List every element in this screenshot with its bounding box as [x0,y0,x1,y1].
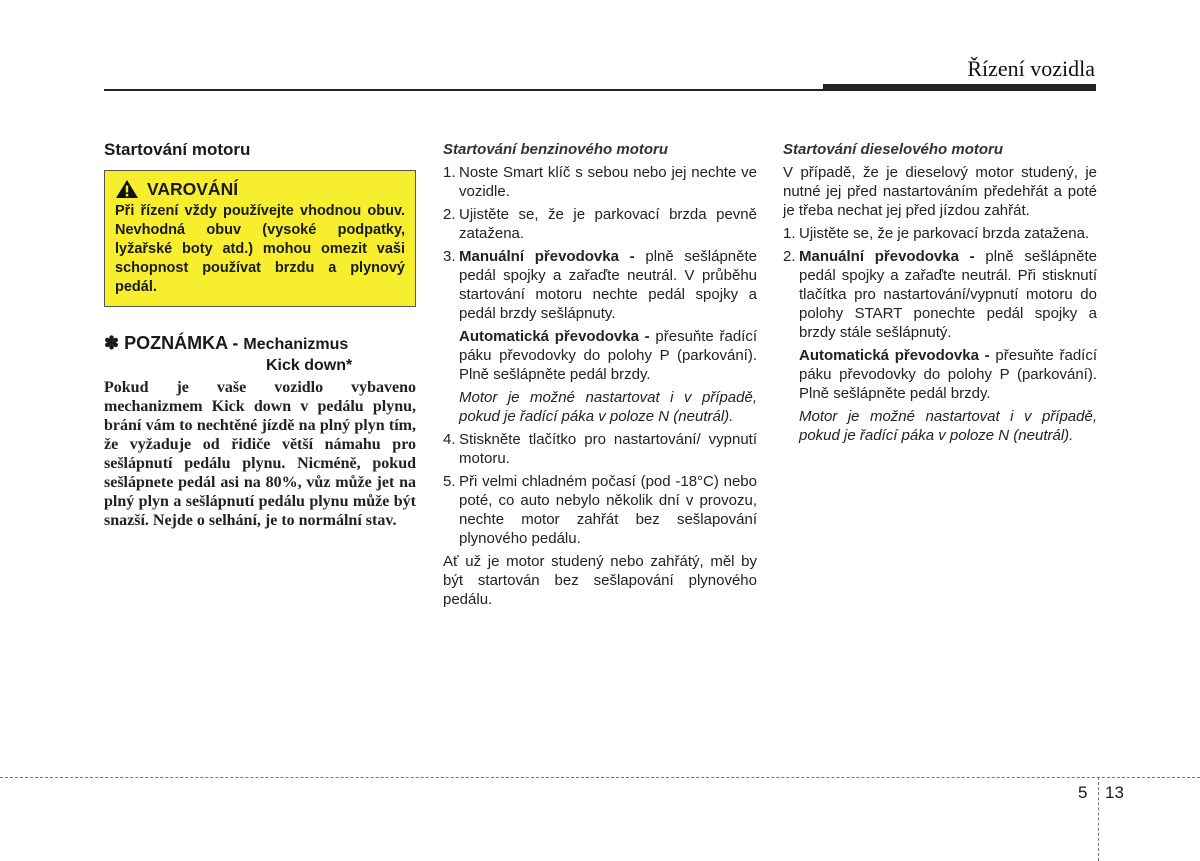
note-body: Pokud je vaše vozidlo vybaveno mechanizmem Kick down v pedálu plynu, brání vám to nechtěné jízdě na plný plyn tím, že vyžaduje od řidiče větší námahu pro sešlápnutí pedálu plynu. Nicméně, pokud sešlápnete pedál asi na 80%, vůz může jet na plný plyn a sešlápnutí pedálu plynu může být snazší. Nejde o selhání, je to normální stav. [104,379,416,529]
list-item-rest: plně sešlápněte pedál spojky a zařaďte neutrál. Při stisknutí tlačítka pro nastartování/vypnutí motoru do polohy START ponechte pedál spojky a brzdy stále sešlápnutý. [799,248,1097,341]
warning-triangle-icon [115,179,139,199]
sub-heading: Startování benzinového motoru [443,141,669,158]
list-item [783,247,1097,342]
sub-heading: Startování dieselového motoru [783,141,1004,158]
list-item-text: Stiskněte tlačítko pro nastartování/ vypnutí motoru. [459,431,757,467]
list-item-number: 1. [443,164,456,181]
column-middle [443,140,757,609]
list-item-bold: Manuální převodovka - [799,248,986,265]
column-left [104,140,416,530]
list-item-text: Při velmi chladném počasí (pod -18°C) nebo poté, co auto nebylo několik dní v provozu, nechte motor zahřát bez sešlapování plynového pedálu. [459,473,757,547]
automatic-note: Motor je možné nastartovat i v případě, pokud je řadící páka v poloze N (neutrál). [459,389,757,425]
list-item-number: 3. [443,248,456,265]
footer-divider [0,777,1200,778]
list-item [783,224,1097,243]
warning-title-text: VAROVÁNÍ [147,178,239,199]
automatic-text: přesuňte řadící páku převodovky do polohy P (parkování). Plně sešlápněte pedál brzdy. [799,347,1098,402]
section-heading: Startování motoru [104,140,251,159]
warning-title [115,179,405,199]
chapter-number: 5 [1078,783,1088,802]
intro-paragraph: V případě, že je dieselový motor studený, je nutné jej před nastartováním předehřát a poté je třeba nechat jej před jízdou zahřát. [783,164,1097,219]
column-right [783,140,1097,449]
list-item [443,247,757,323]
list-item-number: 4. [443,431,456,448]
closing-paragraph: Ať už je motor studený nebo zahřátý, měl by být startován bez sešlapování plynového pedálu. [443,553,757,608]
list-item-rest: plně sešlápněte pedál spojky a zařaďte neutrál. V průběhu startování motoru nechte pedál spojky a pedál brzdy sešlápnuty. [459,248,757,322]
list-item-text [459,247,757,323]
automatic-label: Automatická převodovka - [459,328,656,345]
note-prefix: ✽ POZNÁMKA - [104,333,244,353]
warning-box [104,170,416,307]
automatic-text: přesuňte řadící páku převodovky do polohy P (parkování). Plně sešlápněte pedál brzdy. [459,328,758,383]
page-header-title: Řízení vozidla [967,56,1095,81]
list-item-text: Ujistěte se, že je parkovací brzda pevně zatažena. [459,206,757,242]
list-item-number: 5. [443,473,456,490]
warning-text: Při řízení vždy používejte vhodnou obuv. Nevhodná obuv (vysoké podpatky, lyžařské boty atd.) mohou omezit vaši schopnost používat brzdu a plynový pedál. [115,203,405,295]
list-item-number: 1. [783,225,796,242]
list-item-text [799,247,1097,342]
list-item [443,163,757,201]
note-heading [104,333,416,376]
list-item-number: 2. [783,248,796,265]
note-title-line1: Mechanizmus [243,336,349,353]
footer-vertical-divider [1098,777,1099,861]
list-item [443,205,757,243]
automatic-label: Automatická převodovka - [799,347,996,364]
list-item-bold: Manuální převodovka - [459,248,646,265]
list-item [443,472,757,548]
list-item [443,430,757,468]
automatic-paragraph [443,327,757,384]
automatic-paragraph [783,346,1097,403]
page-number: 13 [1105,783,1124,802]
list-item-text: Noste Smart klíč s sebou nebo jej nechte ve vozidle. [459,164,757,200]
header-rule [104,89,1096,91]
list-item-text: Ujistěte se, že je parkovací brzda zatažena. [799,225,1090,242]
automatic-note: Motor je možné nastartovat i v případě, pokud je řadící páka v poloze N (neutrál). [799,408,1097,444]
list-item-number: 2. [443,206,456,223]
note-title-line2: Kick down* [266,357,353,374]
